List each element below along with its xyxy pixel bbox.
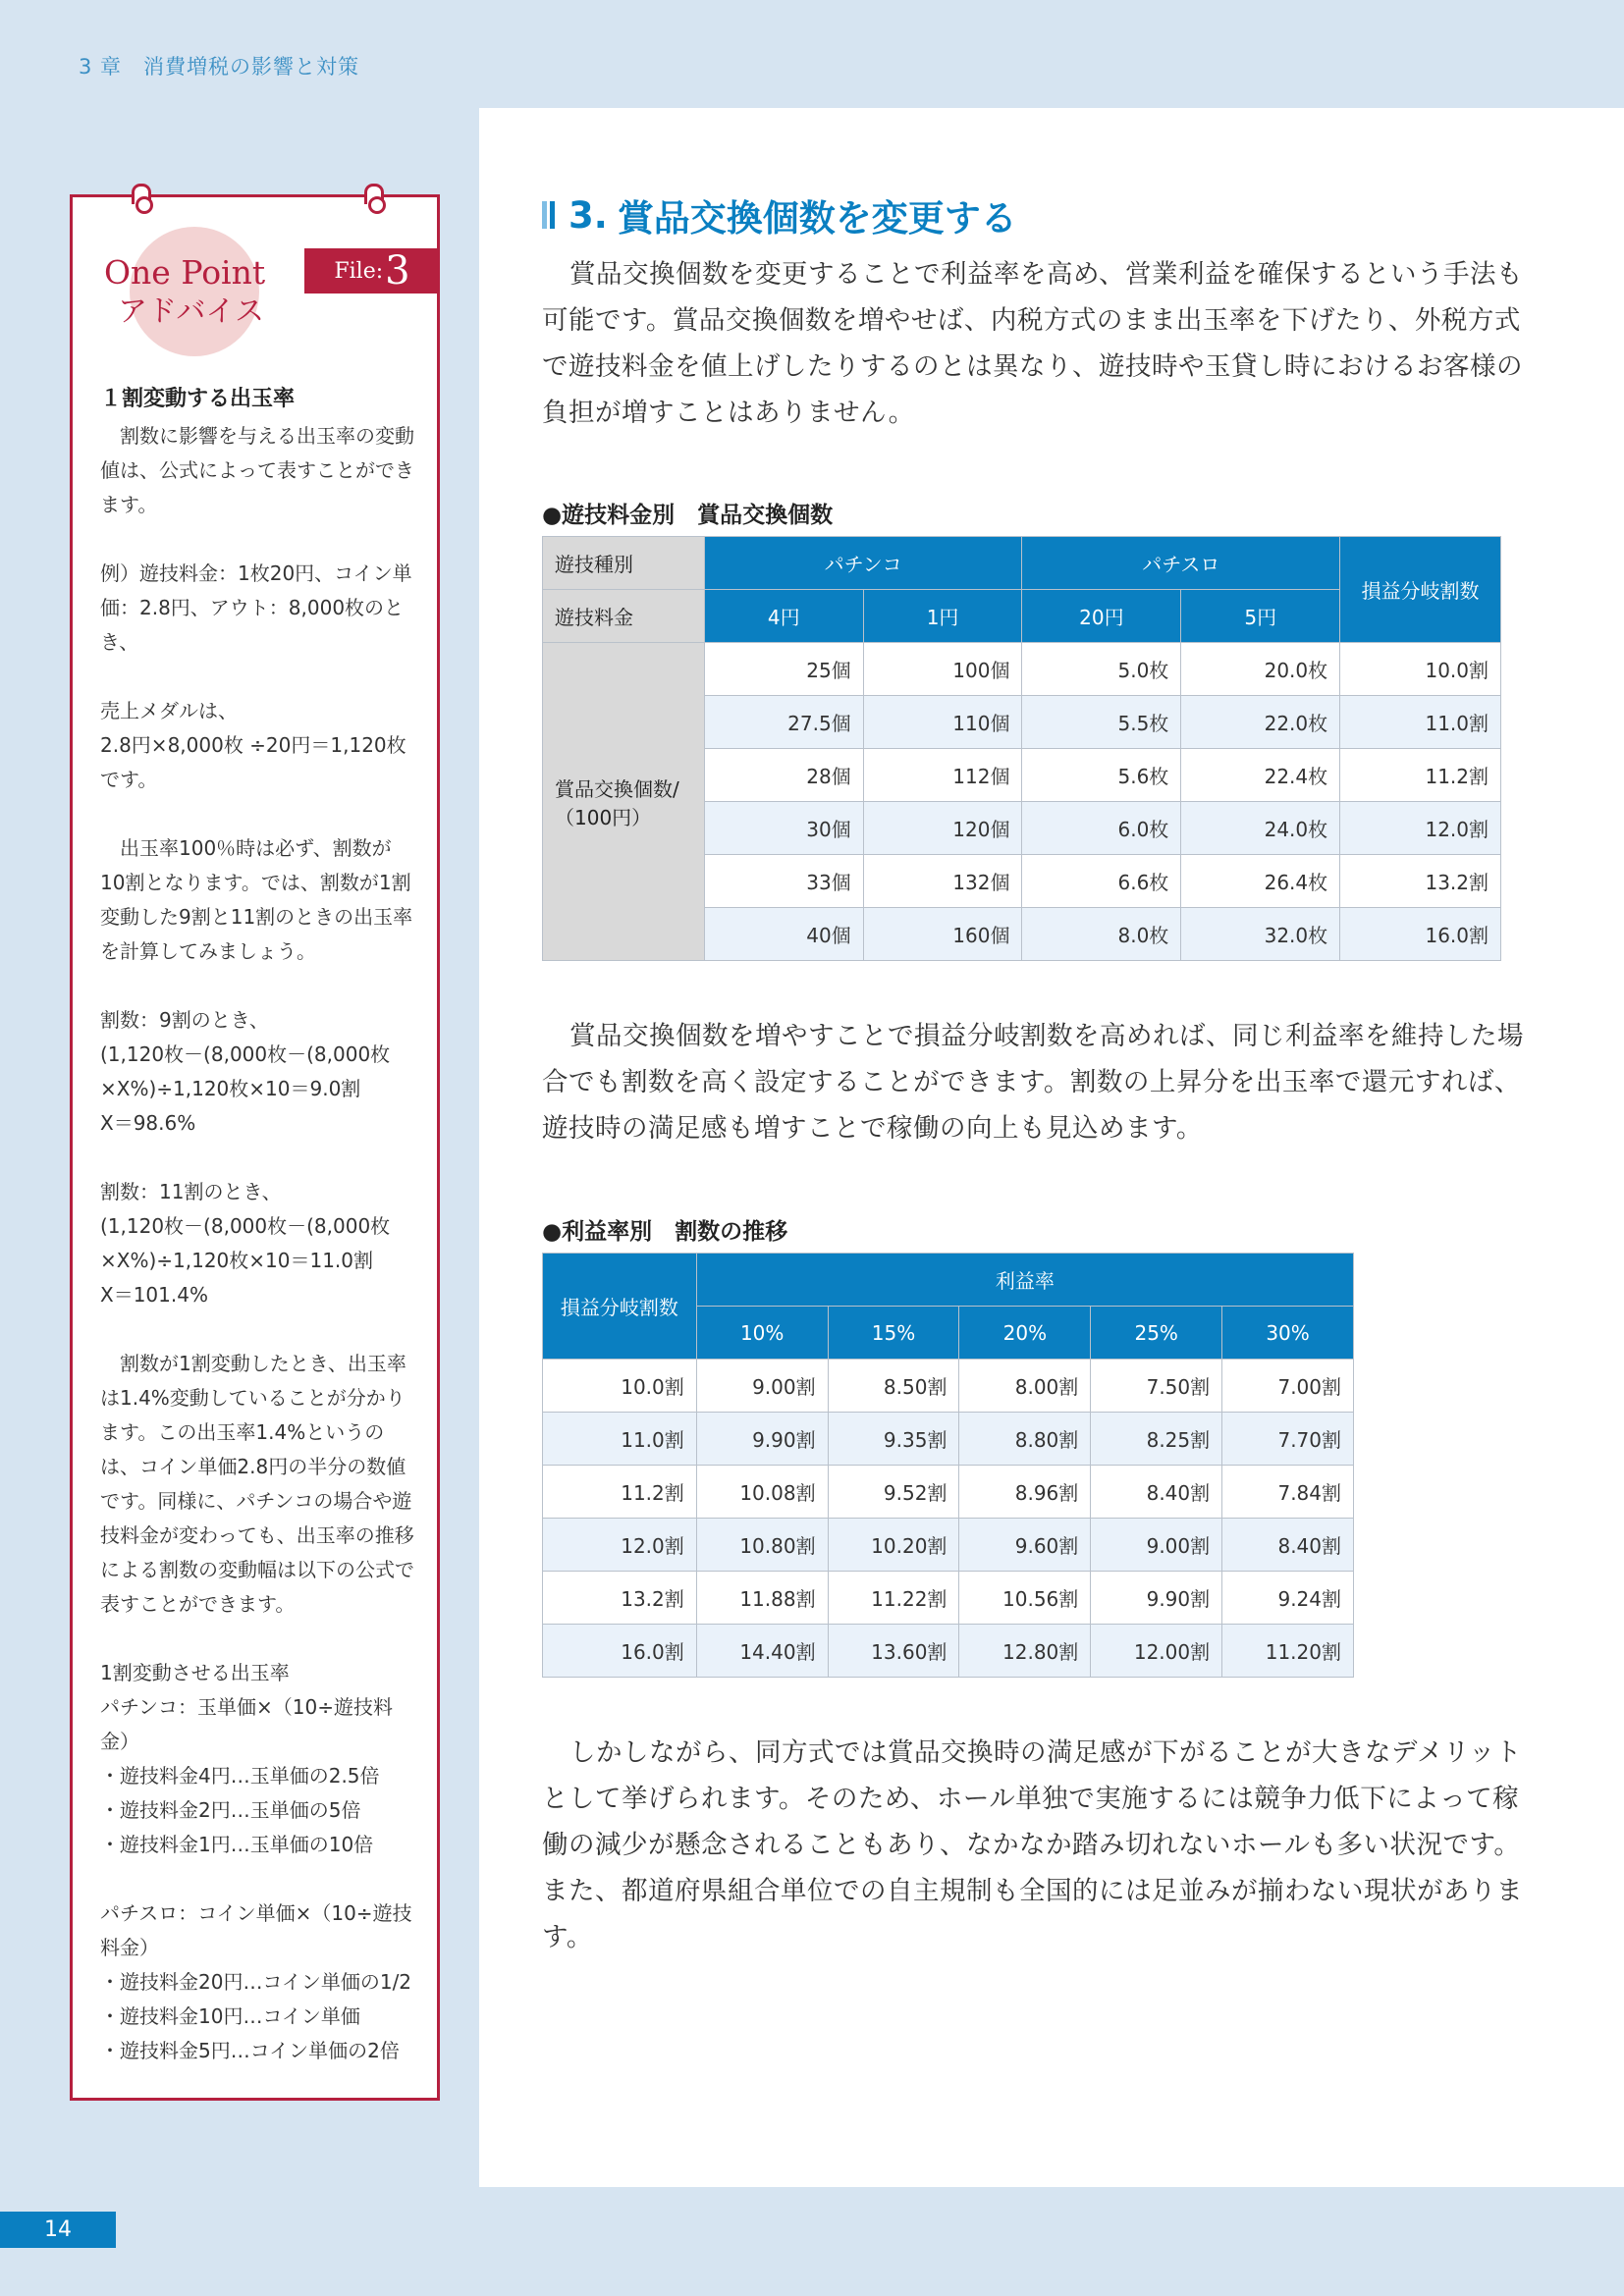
table-cell: 7.70割 (1222, 1413, 1354, 1466)
table-cell: 5.0枚 (1022, 643, 1181, 696)
column-header: 20円 (1022, 590, 1181, 643)
chapter-header: 3 章 消費増税の影響と対策 (79, 55, 360, 79)
calc-text: X＝101.4% (100, 1283, 208, 1307)
formula-title: 1割変動させる出玉率 (100, 1661, 290, 1684)
table-cell: 9.00割 (1091, 1519, 1222, 1572)
table-cell: 9.90割 (1091, 1572, 1222, 1625)
table-cell: 6.0枚 (1022, 802, 1181, 855)
example-text: 売上メダルは、 (100, 699, 238, 722)
table-cell: 7.50割 (1091, 1360, 1222, 1413)
column-header: 10% (696, 1307, 828, 1360)
calc-text: (1,120枚－(8,000枚－(8,000枚×X%)÷1,120枚×10＝11.0割 (100, 1214, 391, 1272)
table-cell: 8.40割 (1091, 1466, 1222, 1519)
table-cell: 12.0割 (543, 1519, 697, 1572)
table-cell: 20.0枚 (1181, 643, 1340, 696)
table-row (543, 643, 1501, 696)
table-caption: ●遊技料金別 賞品交換個数 (542, 503, 834, 528)
row-header: 遊技料金 (543, 590, 705, 643)
table-cell: 8.50割 (828, 1360, 959, 1413)
table-cell: 8.0枚 (1022, 908, 1181, 961)
calc-text: X＝98.6% (100, 1111, 196, 1135)
column-header: パチスロ (1022, 537, 1340, 590)
table-row (543, 1625, 1354, 1678)
table-cell: 11.0割 (1340, 696, 1501, 749)
table-cell: 10.80割 (696, 1519, 828, 1572)
one-point-advice-box (70, 194, 440, 2101)
body-paragraph: 賞品交換個数を変更することで利益率を高め、営業利益を確保するという手法も可能です。賞品交換個数を増やせば、内税方式のまま出玉率を下げたり、外税方式で遊技料金を値上げしたりするのとは異なり、遊技時や玉貸し時におけるお客様の負担が増すことはありません。 (542, 259, 1523, 428)
file-label: File: (334, 258, 384, 284)
sidebar-text (100, 382, 414, 2068)
table-cell: 9.60割 (959, 1519, 1091, 1572)
table-cell: 11.22割 (828, 1572, 959, 1625)
table-cell: 26.4枚 (1181, 855, 1340, 908)
table-cell: 12.0割 (1340, 802, 1501, 855)
table-cell: 8.00割 (959, 1360, 1091, 1413)
table-cell: 22.4枚 (1181, 749, 1340, 802)
column-header: 20% (959, 1307, 1091, 1360)
table-cell: 16.0割 (1340, 908, 1501, 961)
formula-item: ・遊技料金4円…玉単価の2.5倍 (100, 1764, 380, 1788)
table-cell: 11.2割 (1340, 749, 1501, 802)
calc-text: 割数：11割のとき、 (100, 1180, 282, 1203)
table-cell: 9.24割 (1222, 1572, 1354, 1625)
table-cell: 16.0割 (543, 1625, 697, 1678)
section-heading: 賞品交換個数を変更する (617, 197, 1017, 240)
formula-item: ・遊技料金20円…コイン単価の1/2 (100, 1970, 412, 1994)
table-cell: 25個 (704, 643, 863, 696)
table-cell: 22.0枚 (1181, 696, 1340, 749)
table-cell: 8.25割 (1091, 1413, 1222, 1466)
row-header: 遊技種別 (543, 537, 705, 590)
table-cell: 11.88割 (696, 1572, 828, 1625)
table-cell: 7.00割 (1222, 1360, 1354, 1413)
profit-rate-table (542, 1253, 1354, 1678)
table-cell: 27.5個 (704, 696, 863, 749)
example-text: 2.8円×8,000枚 ÷20円＝1,120枚です。 (100, 733, 406, 791)
table-cell: 12.00割 (1091, 1625, 1222, 1678)
table-cell: 10.56割 (959, 1572, 1091, 1625)
column-header: 5円 (1181, 590, 1340, 643)
page-number: 14 (0, 2212, 116, 2248)
table-cell: 5.6枚 (1022, 749, 1181, 802)
column-header: 25% (1091, 1307, 1222, 1360)
one-point-label: One Point (104, 253, 266, 292)
advice-label: アドバイス (118, 294, 265, 329)
table-cell: 112個 (863, 749, 1022, 802)
table-cell: 32.0枚 (1181, 908, 1340, 961)
column-header: 30% (1222, 1307, 1354, 1360)
formula-text: パチンコ：玉単価×（10÷遊技料金） (100, 1695, 393, 1753)
table-cell: 9.00割 (696, 1360, 828, 1413)
table-cell: 10.0割 (1340, 643, 1501, 696)
table-cell: 13.2割 (543, 1572, 697, 1625)
table-cell: 30個 (704, 802, 863, 855)
binder-ring-icon (132, 184, 151, 204)
title-bar-icon (542, 201, 555, 229)
table-row (543, 1360, 1354, 1413)
column-header: 15% (828, 1307, 959, 1360)
table-cell: 13.2割 (1340, 855, 1501, 908)
formula-item: ・遊技料金2円…玉単価の5倍 (100, 1798, 361, 1822)
table-cell: 7.84割 (1222, 1466, 1354, 1519)
table-cell: 120個 (863, 802, 1022, 855)
table-cell: 24.0枚 (1181, 802, 1340, 855)
column-header: 1円 (863, 590, 1022, 643)
file-tag (304, 248, 440, 294)
binder-ring-icon (364, 184, 384, 204)
sidebar-heading: １割変動する出玉率 (100, 387, 296, 411)
example-text: 例）遊技料金：1枚20円、コイン単価：2.8円、アウト：8,000枚のとき、 (100, 561, 412, 654)
formula-item: ・遊技料金5円…コイン単価の2倍 (100, 2039, 400, 2062)
table-cell: 9.35割 (828, 1413, 959, 1466)
file-number: 3 (385, 248, 410, 294)
calc-text: (1,120枚－(8,000枚－(8,000枚×X%)÷1,120枚×10＝9.0割 (100, 1042, 391, 1100)
table-cell: 160個 (863, 908, 1022, 961)
table-cell: 28個 (704, 749, 863, 802)
table-cell: 10.20割 (828, 1519, 959, 1572)
table-cell: 6.6枚 (1022, 855, 1181, 908)
table-cell: 11.2割 (543, 1466, 697, 1519)
formula-item: ・遊技料金10円…コイン単価 (100, 2004, 360, 2028)
body-paragraph: しかしながら、同方式では賞品交換時の満足感が下がることが大きなデメリットとして挙げられます。そのため、ホール単独で実施するには競争力低下によって稼働の減少が懸念されることもあり、なかなか踏み切れないホールも多い状況です。また、都道府県組合単位での自主規制も全国的には足並みが揃わない現状があります。 (542, 1737, 1523, 1952)
table-cell: 11.0割 (543, 1413, 697, 1466)
table-cell: 5.5枚 (1022, 696, 1181, 749)
table-cell: 9.90割 (696, 1413, 828, 1466)
table-cell: 14.40割 (696, 1625, 828, 1678)
formula-item: ・遊技料金1円…玉単価の10倍 (100, 1833, 374, 1856)
table-row (543, 1413, 1354, 1466)
table-cell: 10.08割 (696, 1466, 828, 1519)
column-header: パチンコ (704, 537, 1022, 590)
section-number: 3. (568, 193, 608, 237)
body-paragraph: 賞品交換個数を増やすことで損益分岐割数を高めれば、同じ利益率を維持した場合でも割数を高く設定することができます。割数の上昇分を出玉率で還元すれば、遊技時の満足感も増すことで稼働の向上も見込めます。 (542, 1021, 1524, 1144)
column-header: 4円 (704, 590, 863, 643)
table-cell: 8.96割 (959, 1466, 1091, 1519)
sidebar-paragraph: 割数に影響を与える出玉率の変動値は、公式によって表すことができます。 (100, 424, 414, 516)
row-header: 賞品交換個数/（100円） (543, 643, 705, 961)
table-caption: ●利益率別 割数の推移 (542, 1219, 788, 1245)
table-cell: 11.20割 (1222, 1625, 1354, 1678)
table-cell: 100個 (863, 643, 1022, 696)
table-cell: 33個 (704, 855, 863, 908)
formula-text: パチスロ：コイン単価×（10÷遊技料金） (100, 1901, 412, 1959)
table-row (543, 1519, 1354, 1572)
sidebar-paragraph: 割数が1割変動したとき、出玉率は1.4%変動していることが分かります。この出玉率1.4%というのは、コイン単価2.8円の半分の数値です。同様に、パチンコの場合や遊技料金が変わっても、出玉率の推移による割数の変動幅は以下の公式で表すことができます。 (100, 1352, 414, 1616)
table-cell: 12.80割 (959, 1625, 1091, 1678)
table-cell: 8.40割 (1222, 1519, 1354, 1572)
column-header: 利益率 (696, 1254, 1353, 1307)
exchange-count-table (542, 536, 1501, 961)
table-cell: 132個 (863, 855, 1022, 908)
column-header: 損益分岐割数 (543, 1254, 697, 1360)
table-cell: 40個 (704, 908, 863, 961)
table-cell: 13.60割 (828, 1625, 959, 1678)
table-row (543, 1466, 1354, 1519)
calc-text: 割数：9割のとき、 (100, 1008, 269, 1032)
table-row (543, 1572, 1354, 1625)
table-cell: 10.0割 (543, 1360, 697, 1413)
sidebar-paragraph: 出玉率100％時は必ず、割数が10割となります。では、割数が1割変動した9割と11割のときの出玉率を計算してみましょう。 (100, 836, 413, 963)
table-cell: 110個 (863, 696, 1022, 749)
table-cell: 8.80割 (959, 1413, 1091, 1466)
section-title (542, 188, 1017, 241)
column-header: 損益分岐割数 (1340, 537, 1501, 643)
table-cell: 9.52割 (828, 1466, 959, 1519)
